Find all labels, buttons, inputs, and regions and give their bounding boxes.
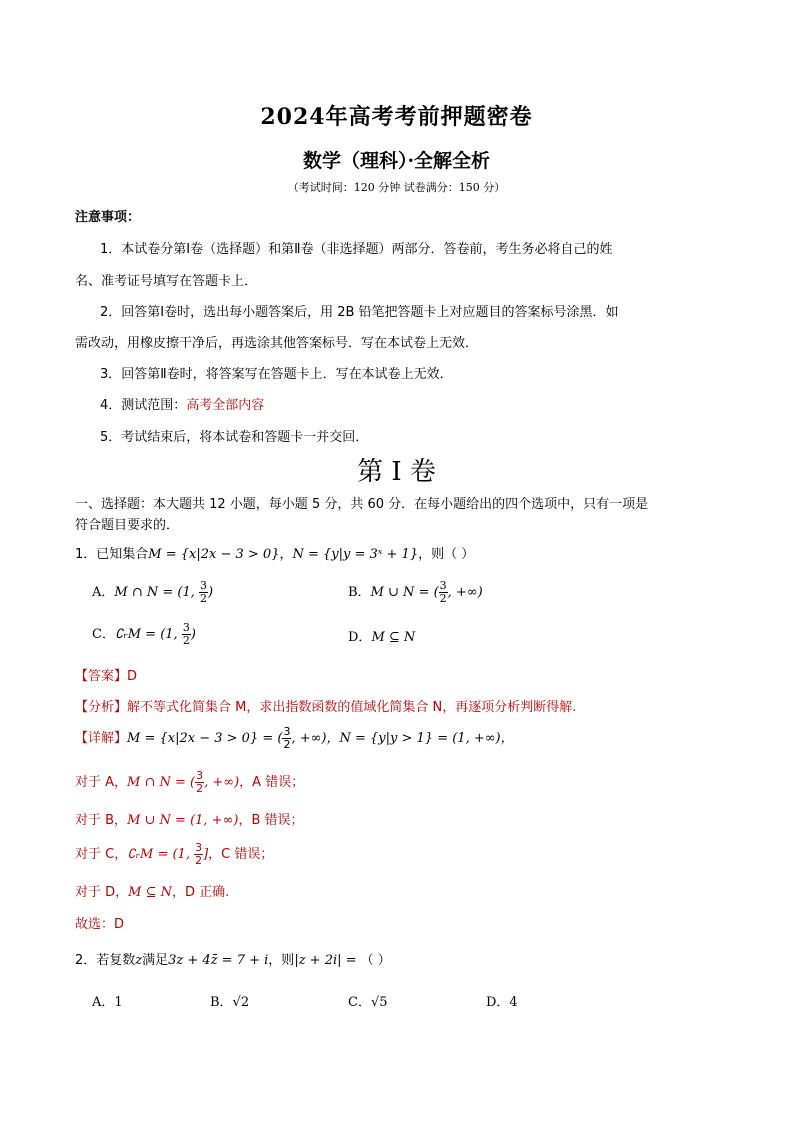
option-a-expr: M ∩ N = (1, <box>114 585 199 600</box>
option-c-fraction <box>182 622 191 647</box>
option-a-close: ) <box>208 585 214 600</box>
question-1-suffix: ，则（ ） <box>418 547 475 562</box>
option-c-label: C． <box>92 627 115 642</box>
question-2-prefix: 2．若复数 <box>75 953 136 968</box>
option-c-close: ) <box>190 627 196 642</box>
solution-line-c <box>75 842 273 867</box>
test-scope: 高考全部内容 <box>186 398 265 413</box>
fraction-denominator: 2 <box>195 854 203 867</box>
analysis-line <box>75 696 576 715</box>
option-b-label: B． <box>348 585 371 600</box>
question-1-option-c <box>92 622 196 647</box>
detail-set-m-close: , +∞)， <box>291 731 340 746</box>
fraction-numerator: 3 <box>196 769 204 782</box>
separator: ， <box>279 547 293 562</box>
question-2-mid: 满足 <box>142 953 169 968</box>
variable-z: z <box>135 953 143 968</box>
solution-a-close: , +∞) <box>204 775 240 790</box>
answer-line <box>75 665 137 684</box>
note-item-1-line-2: 名、准考证号填写在答题卡上． <box>75 274 258 289</box>
question-2-stem <box>75 949 391 968</box>
fraction-numerator: 3 <box>200 579 207 592</box>
fraction-denominator: 2 <box>283 738 291 751</box>
answer-value: D <box>127 669 138 684</box>
note-item-2-line-1: 2．回答第Ⅰ卷时，选出每小题答案后，用 2B 铅笔把答题卡上对应题目的答案标号涂黑．如 <box>100 305 619 320</box>
question-2-blank: （ ） <box>360 953 391 968</box>
fraction-numerator: 3 <box>182 621 190 634</box>
question-2-equation: 3z + 4z̄ = 7 + i <box>168 953 269 968</box>
solution-line-a <box>75 770 304 795</box>
option-b-expr: M ∪ N = ( <box>370 585 439 600</box>
solution-a-verdict: ，A 错误； <box>239 775 305 790</box>
page-title: 2024年高考考前押题密卷 <box>260 104 533 130</box>
section-instructions-line-2: 符合题目要求的． <box>75 518 180 533</box>
notes-heading: 注意事项： <box>75 210 141 225</box>
volume-title: 第 I 卷 <box>357 457 436 487</box>
question-1-option-d <box>348 626 415 645</box>
question-1-option-b <box>348 580 483 605</box>
note-item-3: 3．回答第Ⅱ卷时，将答案写在答题卡上．写在本试卷上无效． <box>100 367 453 382</box>
detail-tag: 【详解】 <box>75 731 128 746</box>
note-item-4 <box>100 394 264 413</box>
detail-set-m: M = {x|2x − 3 > 0} = ( <box>127 731 283 746</box>
solution-d-expr: M ⊆ N <box>128 885 172 900</box>
note-item-4-label: 4．测试范围： <box>100 398 187 413</box>
fraction-denominator: 2 <box>196 782 204 795</box>
question-1-stem <box>75 543 474 562</box>
note-item-1-line-1: 1．本试卷分第Ⅰ卷（选择题）和第Ⅱ卷（非选择题）两部分．答卷前，考生务必将自己的姓 <box>100 242 613 257</box>
option-b-close: , +∞) <box>447 585 483 600</box>
question-2-modulus: |z + 2i| = <box>294 953 361 968</box>
solution-c-verdict: ，C 错误； <box>208 847 274 862</box>
fraction-numerator: 3 <box>283 725 291 738</box>
solution-a-fraction <box>195 770 204 795</box>
analysis-tag: 【分析】 <box>75 700 128 715</box>
question-2-option-d: D．4 <box>486 995 518 1010</box>
solution-b-prefix: 对于 B， <box>75 813 128 828</box>
solution-b-verdict: ，B 错误； <box>238 813 304 828</box>
solution-c-fraction <box>194 842 203 867</box>
question-2-option-c: C．√5 <box>348 995 388 1010</box>
solution-b-expr: M ∪ N = (1, +∞) <box>127 813 239 828</box>
note-item-5: 5．考试结束后，将本试卷和答题卡一并交回． <box>100 430 369 445</box>
question-2-option-b: B．√2 <box>210 995 250 1010</box>
note-item-2-line-2: 需改动，用橡皮擦干净后，再选涂其他答案标号．写在本试卷上无效． <box>75 336 479 351</box>
solution-line-b <box>75 809 304 828</box>
question-2-option-a: A．1 <box>92 995 123 1010</box>
solution-line-d <box>75 881 229 900</box>
option-c-expr: ∁ᵣM = (1, <box>114 627 182 642</box>
set-m-definition: M = {x|2x − 3 > 0} <box>148 547 280 562</box>
fraction-denominator: 2 <box>182 634 190 647</box>
fraction-denominator: 2 <box>200 592 207 605</box>
solution-a-prefix: 对于 A， <box>75 775 128 790</box>
option-d-label: D． <box>348 630 372 645</box>
option-b-fraction <box>439 580 448 605</box>
solution-a-expr: M ∩ N = ( <box>127 775 196 790</box>
question-1-option-a <box>92 580 213 605</box>
set-n-definition: N = {y|y = 3ˣ + 1} <box>292 547 419 562</box>
solution-c-prefix: 对于 C， <box>75 847 128 862</box>
solution-c-expr: ∁ᵣM = (1, <box>127 847 195 862</box>
page-subtitle: 数学（理科）·全解全析 <box>302 150 491 172</box>
option-a-label: A． <box>92 585 115 600</box>
option-a-fraction <box>199 580 208 605</box>
solution-d-prefix: 对于 D， <box>75 885 129 900</box>
fraction-numerator: 3 <box>195 841 203 854</box>
question-1-prefix: 1．已知集合 <box>75 547 149 562</box>
solution-c-close: ] <box>203 847 209 862</box>
fraction-denominator: 2 <box>439 592 447 605</box>
detail-set-n: N = {y|y > 1} = (1, +∞)， <box>339 731 514 746</box>
exam-info: （考试时间：120 分钟 试卷满分：150 分） <box>287 181 506 194</box>
answer-tag: 【答案】 <box>75 669 128 684</box>
option-d-expr: M ⊆ N <box>371 630 416 645</box>
conclusion-line: 故选：D <box>75 917 125 932</box>
fraction-numerator: 3 <box>439 579 447 592</box>
question-2-then: ，则 <box>268 953 295 968</box>
section-instructions-line-1: 一、选择题：本大题共 12 小题，每小题 5 分，共 60 分．在每小题给出的四个选项中，只有一项是 <box>75 497 649 512</box>
analysis-text: 解不等式化简集合 M，求出指数函数的值域化简集合 N，再逐项分析判断得解. <box>127 700 577 715</box>
solution-d-verdict: ，D 正确. <box>172 885 230 900</box>
detail-line <box>75 726 514 751</box>
